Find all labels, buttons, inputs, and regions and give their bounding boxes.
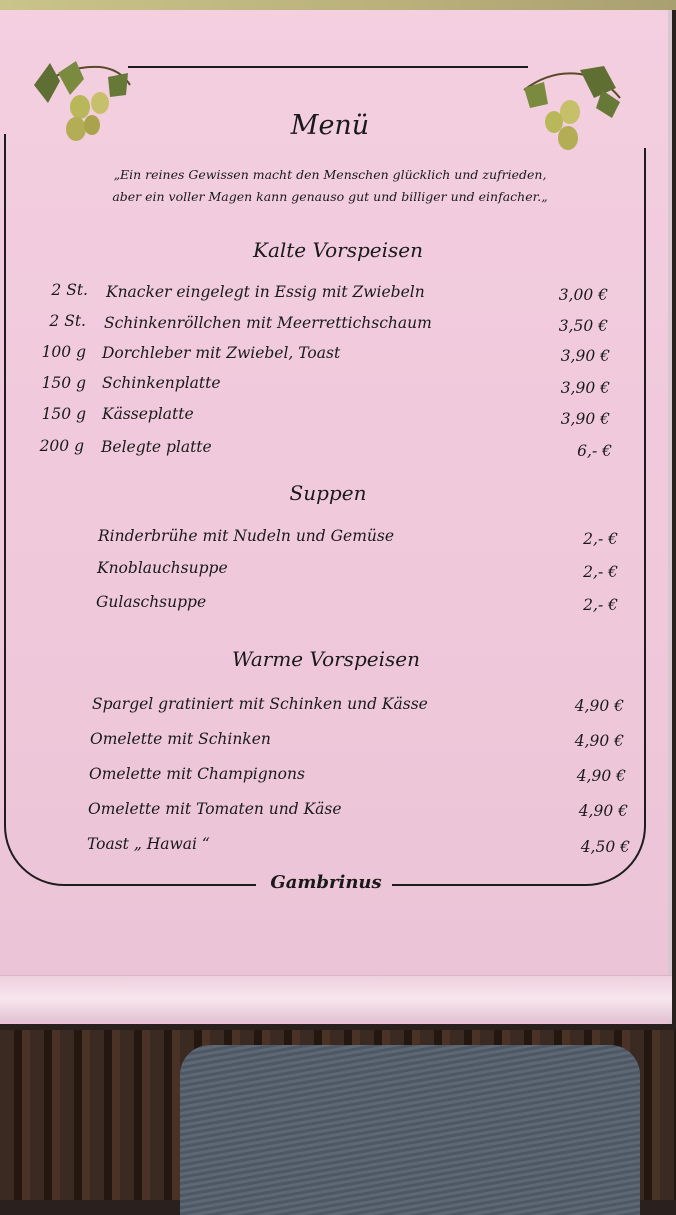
item-price: 3,90 € <box>560 379 610 397</box>
quote-line-2: aber ein voller Magen kann genauso gut und billiger und einfacher.„ <box>112 189 548 204</box>
item-price: 4,50 € <box>580 838 630 856</box>
footer-brand: Gambrinus <box>270 872 382 893</box>
item-price: 3,90 € <box>560 347 610 365</box>
item-name: Kässeplatte <box>102 405 194 423</box>
item-name: Gulaschsuppe <box>96 593 207 611</box>
frame-bottom-left-line <box>70 884 256 886</box>
item-name: Toast „ Hawai “ <box>87 835 210 853</box>
item-name: Knoblauchsuppe <box>97 559 228 577</box>
section-title-kalte-vorspeisen: Kalte Vorspeisen <box>253 238 423 262</box>
item-qty: 2 St. <box>49 312 86 330</box>
frame-bottom-right-line <box>392 884 582 886</box>
item-name: Spargel gratiniert mit Schinken und Kässe <box>92 695 428 713</box>
item-qty: 200 g <box>39 437 84 455</box>
item-price: 3,90 € <box>560 410 610 428</box>
item-qty: 2 St. <box>51 281 88 299</box>
item-name: Dorchleber mit Zwiebel, Toast <box>102 344 341 362</box>
item-qty: 100 g <box>41 343 86 361</box>
item-name: Belegte platte <box>101 438 212 456</box>
jeans-background <box>180 1045 640 1215</box>
item-qty: 150 g <box>41 405 86 423</box>
hops-icon <box>520 62 624 154</box>
sheet-plastic-edge <box>0 975 672 1021</box>
item-price: 4,90 € <box>574 697 624 715</box>
item-name: Omelette mit Tomaten und Käse <box>88 800 342 818</box>
item-price: 3,00 € <box>558 286 608 304</box>
item-name: Omelette mit Champignons <box>89 765 305 783</box>
item-price: 4,90 € <box>576 767 626 785</box>
item-price: 6,- € <box>577 442 612 460</box>
item-name: Schinkenplatte <box>102 374 221 392</box>
menu-quote <box>100 164 560 208</box>
item-name: Omelette mit Schinken <box>90 730 271 748</box>
top-strip <box>0 0 676 10</box>
item-price: 2,- € <box>583 530 618 548</box>
item-name: Schinkenröllchen mit Meerrettichschaum <box>104 314 432 332</box>
item-price: 3,50 € <box>558 317 608 335</box>
item-price: 4,90 € <box>578 802 628 820</box>
menu-title: Menü <box>290 110 370 141</box>
item-price: 2,- € <box>583 596 618 614</box>
hops-icon <box>30 55 134 145</box>
item-price: 2,- € <box>583 563 618 581</box>
item-qty: 150 g <box>41 374 86 392</box>
section-title-warme-vorspeisen: Warme Vorspeisen <box>232 647 420 671</box>
item-name: Knacker eingelegt in Essig mit Zwiebeln <box>106 283 425 301</box>
item-name: Rinderbrühe mit Nudeln und Gemüse <box>98 527 395 545</box>
section-title-suppen: Suppen <box>289 481 367 505</box>
quote-line-1: „Ein reines Gewissen macht den Menschen glücklich und zufrieden, <box>113 167 547 182</box>
frame-top-line <box>128 66 528 68</box>
item-price: 4,90 € <box>574 732 624 750</box>
